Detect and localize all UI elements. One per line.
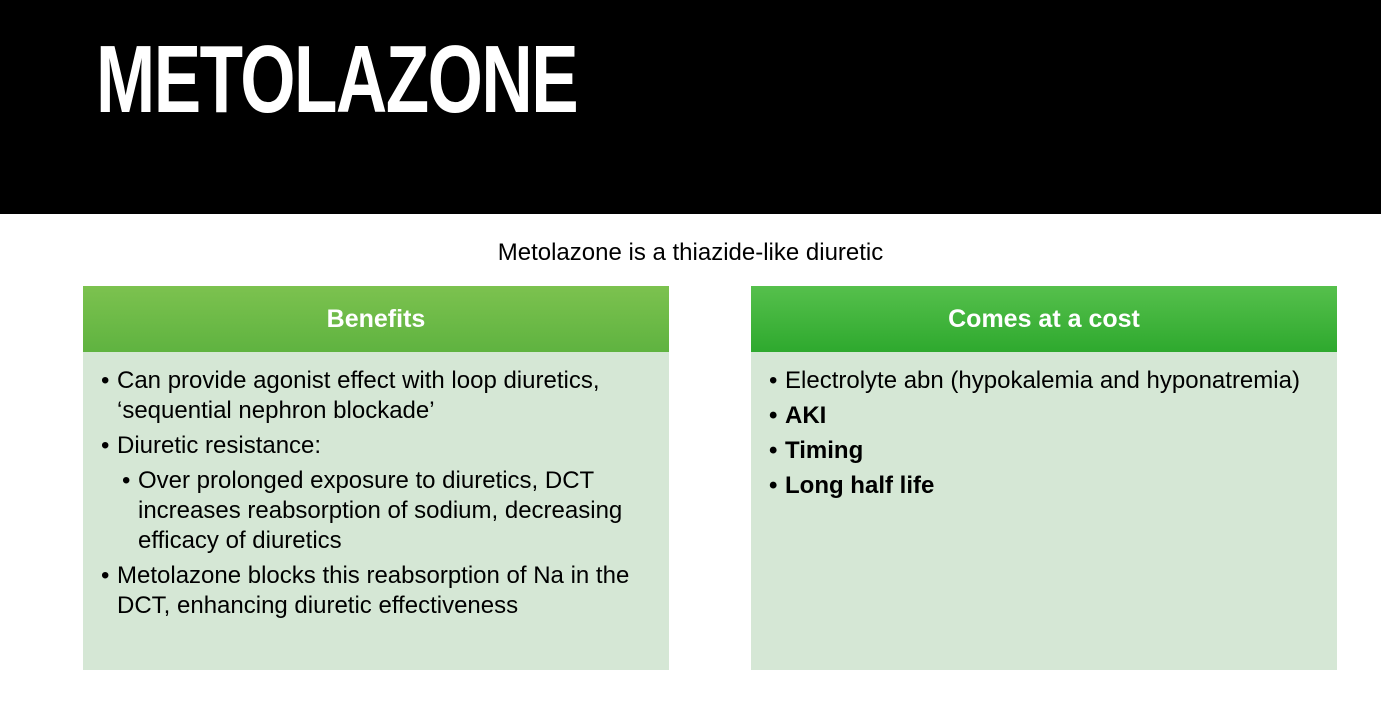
slide-title: METOLAZONE (96, 26, 578, 133)
list-item: • Electrolyte abn (hypokalemia and hyponatremia) (769, 366, 1317, 396)
benefits-list (83, 352, 669, 621)
list-item: • Metolazone blocks this reabsorption of Na in the DCT, enhancing diuretic effectiveness (101, 561, 649, 621)
list-item: • Diuretic resistance: (101, 431, 649, 461)
cost-list (751, 352, 1337, 501)
list-item: • Can provide agonist effect with loop diuretics, ‘sequential nephron blockade’ (101, 366, 649, 426)
list-item: • Long half life (769, 471, 1317, 501)
title-bar (0, 0, 1381, 214)
slide-subtitle: Metolazone is a thiazide-like diuretic (497, 239, 884, 266)
list-item: • Timing (769, 436, 1317, 466)
cost-panel (751, 286, 1337, 670)
list-item-sub: • Over prolonged exposure to diuretics, DCT increases reabsorption of sodium, decreasing efficacy of diuretics (122, 466, 649, 556)
benefits-header: Benefits (83, 286, 669, 352)
list-item: • AKI (769, 401, 1317, 431)
cost-header: Comes at a cost (751, 286, 1337, 352)
benefits-panel (83, 286, 669, 670)
